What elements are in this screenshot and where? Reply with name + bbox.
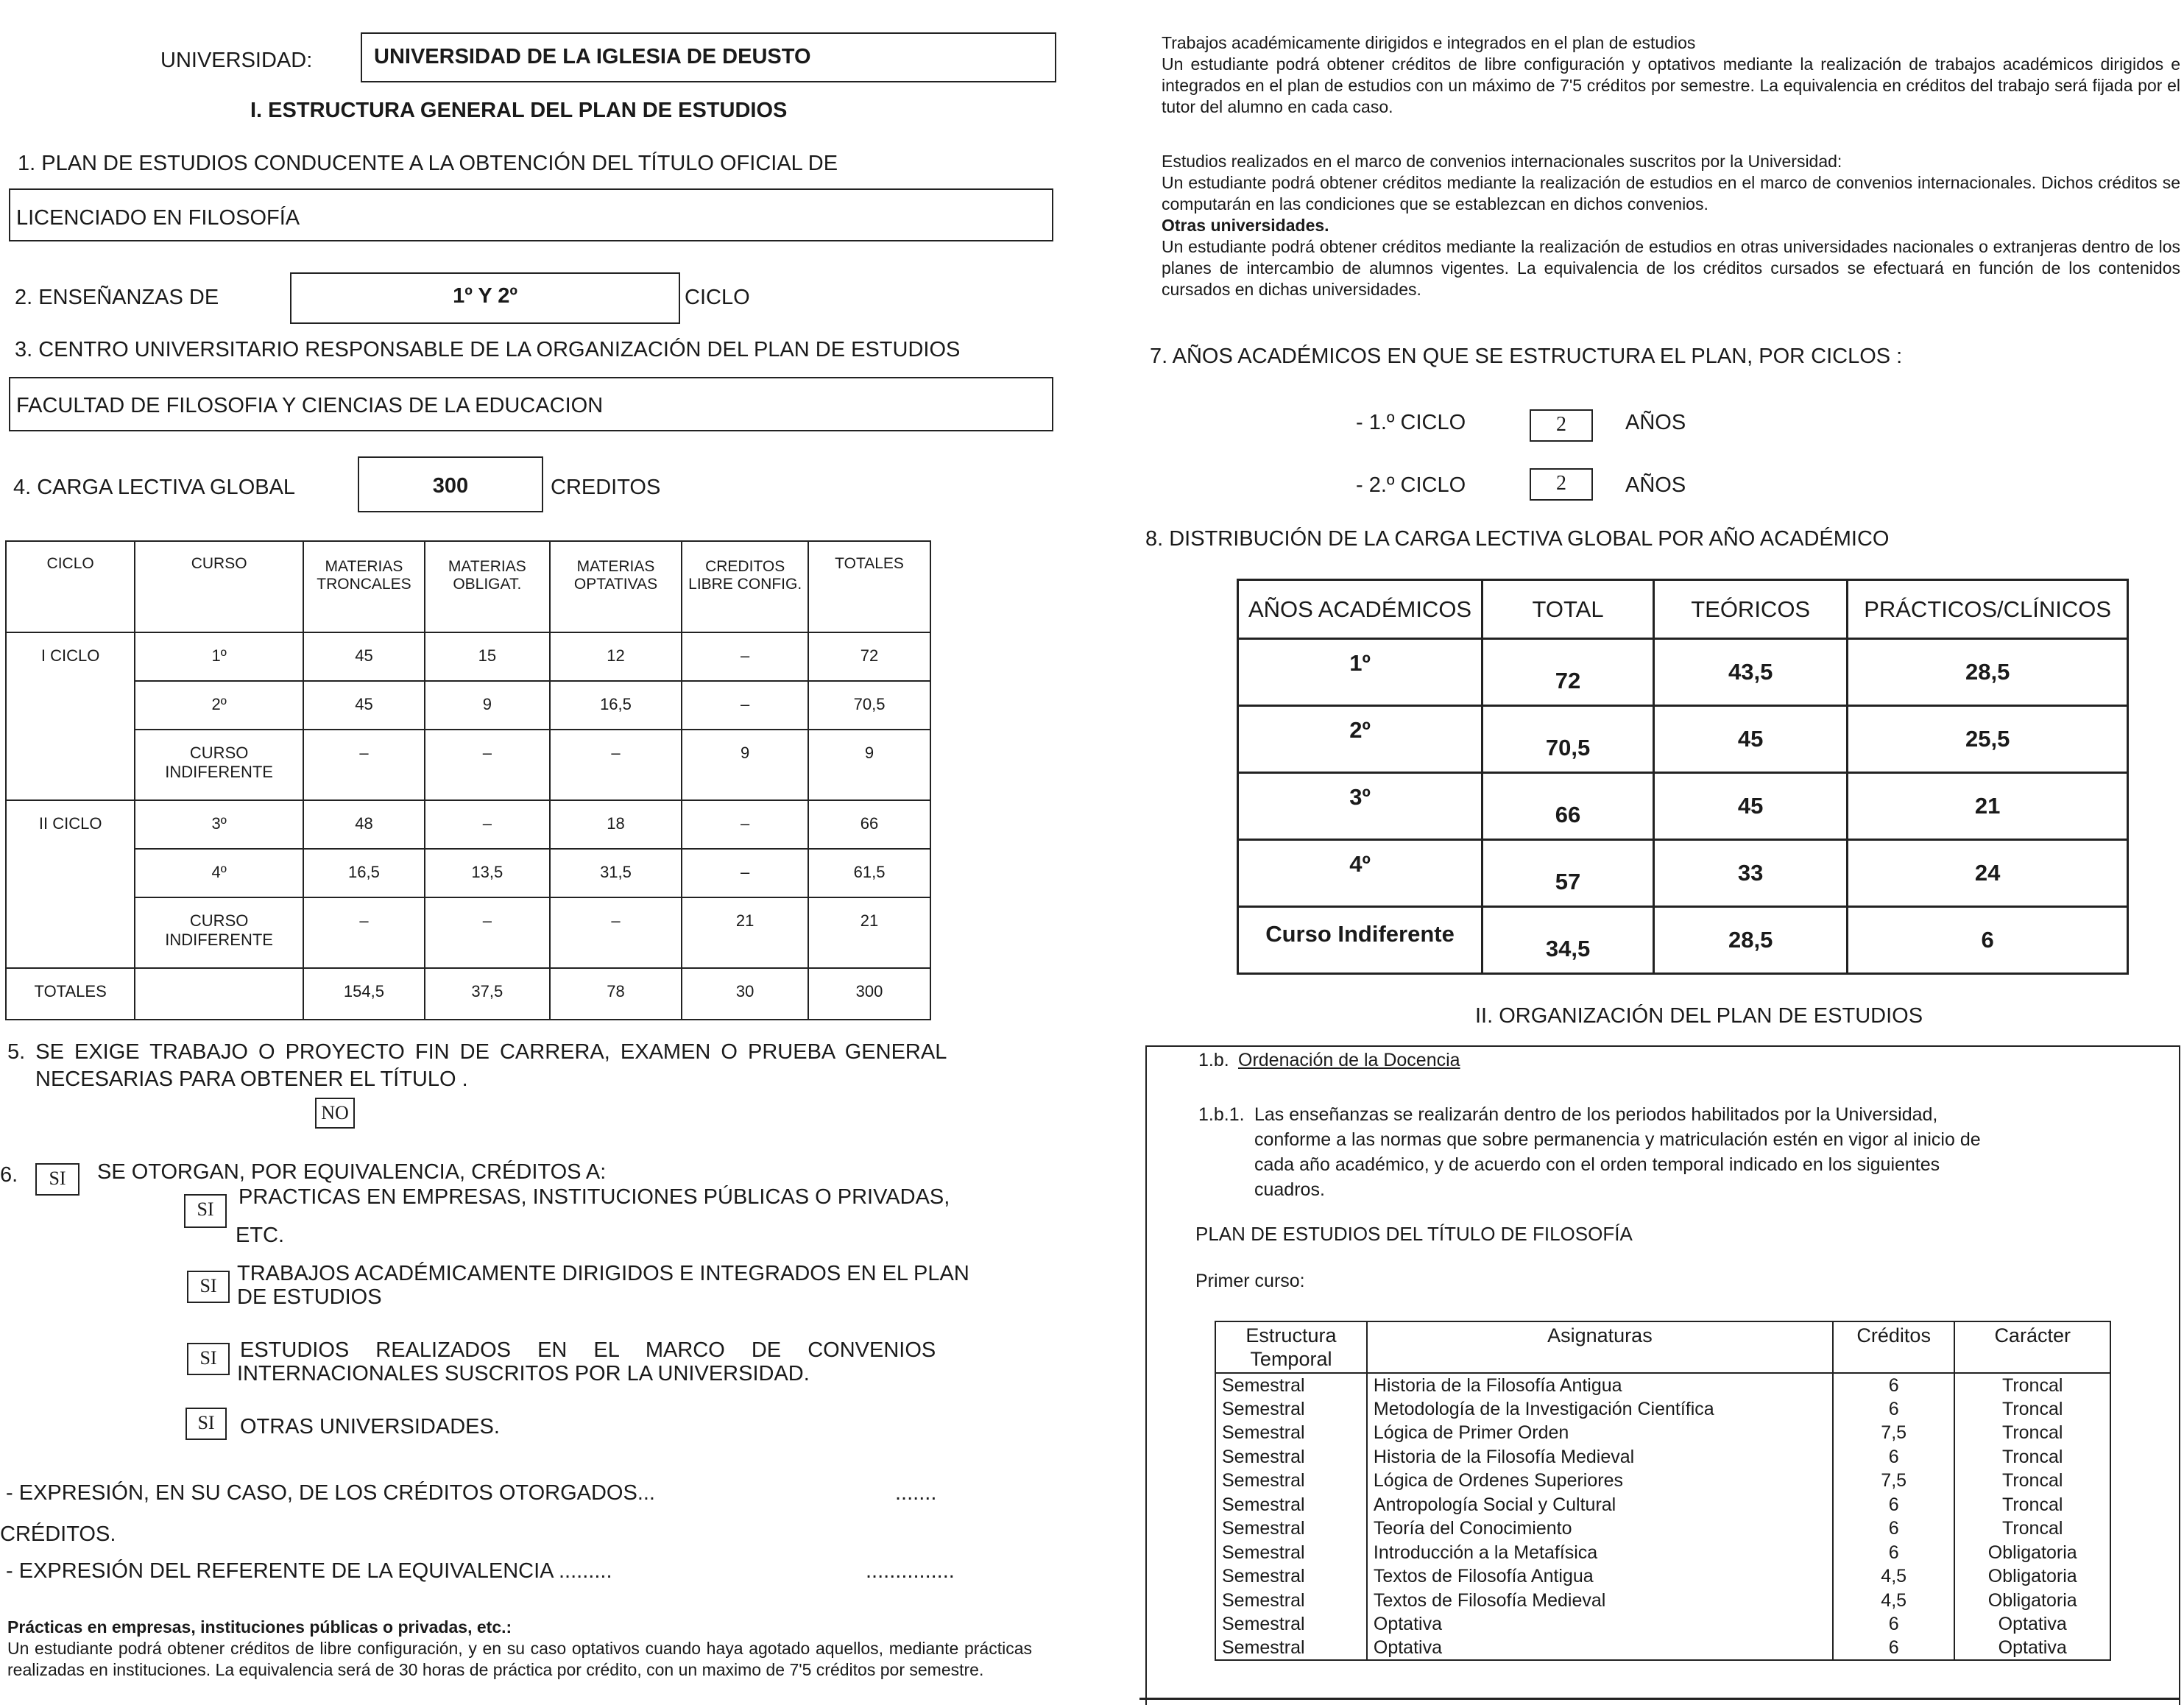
credits-row (6, 897, 930, 968)
expresion-creditos: - EXPRESIÓN, EN SU CASO, DE LOS CRÉDITOS OTORGADOS... (6, 1481, 655, 1505)
credits-cell: – (303, 897, 425, 968)
creditos-word: CRÉDITOS. (0, 1522, 116, 1546)
subjects-cell: Semestral (1215, 1564, 1367, 1589)
subjects-cell: Troncal (1954, 1445, 2110, 1469)
subjects-cell: 6 (1833, 1612, 1954, 1637)
subjects-cell: Semestral (1215, 1493, 1367, 1517)
credits-cell: 18 (550, 800, 682, 849)
subjects-row (1215, 1564, 2110, 1589)
ordenacion-title: Ordenación de la Docencia (1238, 1050, 1460, 1070)
dist-row (1238, 907, 2128, 974)
credits-cell: CURSO INDIFERENTE (135, 730, 303, 800)
credits-cell: – (425, 800, 550, 849)
subjects-cell: 7,5 (1833, 1421, 1954, 1445)
dist-cell: 1º (1238, 639, 1482, 706)
subjects-cell: Teoría del Conocimiento (1367, 1517, 1833, 1541)
subjects-cell: Semestral (1215, 1637, 1367, 1661)
practicas-label: PRACTICAS EN EMPRESAS, INSTITUCIONES PÚBLICAS O PRIVADAS, (238, 1185, 950, 1209)
credits-cell: 45 (303, 632, 425, 681)
convenios-paragraph (1162, 151, 2180, 300)
credits-row (6, 632, 930, 681)
titulo-value: LICENCIADO EN FILOSOFÍA (16, 206, 300, 230)
credits-table (5, 540, 931, 1020)
subjects-cell: Lógica de Primer Orden (1367, 1421, 1833, 1445)
ciclo1-unit: AÑOS (1625, 411, 1686, 434)
dist-cell: 4º (1238, 840, 1482, 907)
fin-carrera-box: NO (315, 1098, 355, 1129)
credits-cell: 37,5 (425, 968, 550, 1020)
subjects-cell: Semestral (1215, 1397, 1367, 1422)
item1-label: 1. PLAN DE ESTUDIOS CONDUCENTE A LA OBTENCIÓN DEL TÍTULO OFICIAL DE (18, 152, 838, 175)
dist-cell: 43,5 (1654, 639, 1848, 706)
dist-cell: 33 (1654, 840, 1848, 907)
credits-cell: 154,5 (303, 968, 425, 1020)
subjects-cell: Troncal (1954, 1421, 2110, 1445)
dist-cell: 45 (1654, 773, 1848, 840)
dist-header: TOTAL (1482, 580, 1654, 639)
credits-cell: 15 (425, 632, 550, 681)
credits-cell: 61,5 (808, 849, 930, 897)
subjects-header: Créditos (1833, 1321, 1954, 1373)
item5-label: 5. SE EXIGE TRABAJO O PROYECTO FIN DE CARRERA, EXAMEN O PRUEBA GENERAL (7, 1040, 947, 1064)
subjects-cell: Troncal (1954, 1373, 2110, 1397)
subjects-cell: Semestral (1215, 1421, 1367, 1445)
credits-header: TOTALES (808, 541, 930, 632)
subjects-header: Asignaturas (1367, 1321, 1833, 1373)
subjects-cell: 4,5 (1833, 1564, 1954, 1589)
subjects-cell: Optativa (1954, 1637, 2110, 1661)
credits-cell: 3º (135, 800, 303, 849)
practicas-paragraph (7, 1617, 1032, 1681)
subjects-cell: 7,5 (1833, 1469, 1954, 1493)
credits-cell: 45 (303, 681, 425, 730)
dist-cell: 66 (1482, 773, 1654, 840)
credits-cell: 16,5 (550, 681, 682, 730)
credits-cell: II CICLO (6, 800, 135, 968)
subjects-cell: Historia de la Filosofía Antigua (1367, 1373, 1833, 1397)
credits-cell: 13,5 (425, 849, 550, 897)
distribution-table (1237, 579, 2129, 975)
credits-cell: 4º (135, 849, 303, 897)
subjects-row (1215, 1612, 2110, 1637)
subjects-cell: Semestral (1215, 1445, 1367, 1469)
item6-num: 6. (0, 1163, 18, 1187)
credits-cell: 9 (682, 730, 808, 800)
subjects-cell: 6 (1833, 1517, 1954, 1541)
subjects-row (1215, 1493, 2110, 1517)
dist-cell: 21 (1848, 773, 2128, 840)
subjects-cell: 6 (1833, 1373, 1954, 1397)
credits-cell: 300 (808, 968, 930, 1020)
credits-header: CICLO (6, 541, 135, 632)
subjects-cell: Obligatoria (1954, 1541, 2110, 1565)
dist-cell: Curso Indiferente (1238, 907, 1482, 974)
universidad-value: UNIVERSIDAD DE LA IGLESIA DE DEUSTO (374, 45, 811, 68)
dist-cell: 28,5 (1654, 907, 1848, 974)
item6-text: SE OTORGAN, POR EQUIVALENCIA, CRÉDITOS A: (97, 1160, 607, 1184)
subjects-cell: 6 (1833, 1637, 1954, 1661)
subjects-cell: 6 (1833, 1397, 1954, 1422)
carga-value: 300 (432, 474, 469, 498)
docencia-line: conforme a las normas que sobre permanencia y matriculación estén en vigor al inicio de (1254, 1129, 1981, 1150)
subjects-row (1215, 1445, 2110, 1469)
subjects-cell: Obligatoria (1954, 1564, 2110, 1589)
convenios-body: Un estudiante podrá obtener créditos mediante la realización de estudios en el marco de convenios internacionales. Dichos créditos se computarán en las condiciones que se establezcan en dichos convenios. (1162, 173, 2180, 213)
ciclo2-label: - 2.º CICLO (1356, 473, 1466, 497)
dist-cell: 45 (1654, 706, 1848, 773)
trabajos-heading: Trabajos académicamente dirigidos e integrados en el plan de estudios (1162, 33, 1696, 52)
subjects-cell: Semestral (1215, 1517, 1367, 1541)
subjects-cell: 6 (1833, 1445, 1954, 1469)
dist-cell: 25,5 (1848, 706, 2128, 773)
centro-value: FACULTAD DE FILOSOFIA Y CIENCIAS DE LA EDUCACION (16, 394, 604, 417)
convenios-box: SI (187, 1343, 230, 1375)
credits-cell: 48 (303, 800, 425, 849)
item4-label: 4. CARGA LECTIVA GLOBAL (13, 476, 296, 499)
subjects-row (1215, 1373, 2110, 1397)
subjects-row (1215, 1589, 2110, 1613)
credits-cell: 12 (550, 632, 682, 681)
dist-cell: 57 (1482, 840, 1654, 907)
subjects-cell: 4,5 (1833, 1589, 1954, 1613)
docencia-line: Las enseñanzas se realizarán dentro de los periodos habilitados por la Universidad, (1254, 1104, 1938, 1125)
subjects-cell: Optativa (1367, 1612, 1833, 1637)
otras-body: Un estudiante podrá obtener créditos mediante la realización de estudios en otras universidades nacionales o extranjeras dentro de los planes de intercambio de alumnos vigentes. La equivalencia de los créditos cursados se efectuará en función de los contenidos cursados en dichas universidades. (1162, 237, 2180, 299)
credits-cell: – (550, 897, 682, 968)
section2-title: II. ORGANIZACIÓN DEL PLAN DE ESTUDIOS (1475, 1004, 1923, 1028)
item2-label: 2. ENSEÑANZAS DE (15, 286, 219, 309)
subjects-cell: Troncal (1954, 1397, 2110, 1422)
practicas-box: SI (184, 1194, 227, 1228)
docencia-line: cuadros. (1254, 1179, 1325, 1200)
credits-cell (135, 968, 303, 1020)
subjects-row (1215, 1517, 2110, 1541)
subjects-cell: Optativa (1954, 1612, 2110, 1637)
dist-header: AÑOS ACADÉMICOS (1238, 580, 1482, 639)
subjects-cell: Antropología Social y Cultural (1367, 1493, 1833, 1517)
credits-header: MATERIAS OPTATIVAS (550, 541, 682, 632)
trabajos-paragraph (1162, 32, 2180, 118)
dist-cell: 24 (1848, 840, 2128, 907)
subjects-table (1215, 1321, 2111, 1661)
subjects-cell: Textos de Filosofía Medieval (1367, 1589, 1833, 1613)
convenios-label-cont: INTERNACIONALES SUSCRITOS POR LA UNIVERSIDAD. (237, 1362, 810, 1385)
dist-cell: 70,5 (1482, 706, 1654, 773)
expresion-referente-dots: ............... (866, 1559, 955, 1583)
trabajos-label-cont: DE ESTUDIOS (237, 1285, 382, 1309)
credits-cell: 66 (808, 800, 930, 849)
practicas-heading: Prácticas en empresas, instituciones públicas o privadas, etc.: (7, 1617, 512, 1637)
item5-label-cont: NECESARIAS PARA OBTENER EL TÍTULO . (35, 1067, 468, 1091)
otras-box: SI (185, 1408, 227, 1440)
convenios-label: ESTUDIOS REALIZADOS EN EL MARCO DE CONVENIOS (240, 1338, 936, 1362)
subjects-cell: Textos de Filosofía Antigua (1367, 1564, 1833, 1589)
item8-label: 8. DISTRIBUCIÓN DE LA CARGA LECTIVA GLOBAL POR AÑO ACADÉMICO (1145, 527, 1890, 551)
subjects-cell: 6 (1833, 1541, 1954, 1565)
subjects-cell: 6 (1833, 1493, 1954, 1517)
subjects-cell: Troncal (1954, 1469, 2110, 1493)
subjects-header: Estructura Temporal (1215, 1321, 1367, 1373)
ensenanzas-value: 1º Y 2º (453, 284, 517, 308)
item4-suffix: CREDITOS (551, 476, 661, 499)
subjects-row (1215, 1637, 2110, 1661)
dist-cell: 3º (1238, 773, 1482, 840)
subjects-header: Carácter (1954, 1321, 2110, 1373)
equivalencia-box: SI (35, 1163, 79, 1196)
subjects-cell: Obligatoria (1954, 1589, 2110, 1613)
credits-cell: 9 (808, 730, 930, 800)
subjects-cell: Optativa (1367, 1637, 1833, 1661)
credits-cell: – (303, 730, 425, 800)
dist-cell: 6 (1848, 907, 2128, 974)
dist-row (1238, 706, 2128, 773)
credits-cell: I CICLO (6, 632, 135, 800)
credits-cell: – (550, 730, 682, 800)
credits-cell: 31,5 (550, 849, 682, 897)
subjects-cell: Metodología de la Investigación Científica (1367, 1397, 1833, 1422)
dist-header: PRÁCTICOS/CLÍNICOS (1848, 580, 2128, 639)
subjects-cell: Troncal (1954, 1493, 2110, 1517)
convenios-heading: Estudios realizados en el marco de convenios internacionales suscritos por la Universidad: (1162, 152, 1842, 171)
ciclo1-label: - 1.º CICLO (1356, 411, 1466, 434)
plan-title: PLAN DE ESTUDIOS DEL TÍTULO DE FILOSOFÍA (1195, 1223, 1633, 1245)
expresion-referente: - EXPRESIÓN DEL REFERENTE DE LA EQUIVALENCIA ......... (6, 1559, 612, 1583)
credits-row (6, 849, 930, 897)
item3-label: 3. CENTRO UNIVERSITARIO RESPONSABLE DE LA ORGANIZACIÓN DEL PLAN DE ESTUDIOS (15, 338, 961, 361)
subjects-row (1215, 1397, 2110, 1422)
expresion-creditos-dots: ....... (895, 1481, 937, 1505)
otras-label: OTRAS UNIVERSIDADES. (240, 1415, 500, 1439)
subjects-row (1215, 1541, 2110, 1565)
credits-cell: – (682, 849, 808, 897)
credits-totals-row (6, 968, 930, 1020)
subjects-cell: Semestral (1215, 1469, 1367, 1493)
subjects-cell: Semestral (1215, 1589, 1367, 1613)
dist-cell: 2º (1238, 706, 1482, 773)
credits-cell: – (682, 681, 808, 730)
subjects-cell: Historia de la Filosofía Medieval (1367, 1445, 1833, 1469)
primer-curso-label: Primer curso: (1195, 1271, 1305, 1291)
practicas-label-cont: ETC. (236, 1224, 285, 1247)
subjects-row (1215, 1421, 2110, 1445)
dist-header: TEÓRICOS (1654, 580, 1848, 639)
subjects-cell: Semestral (1215, 1373, 1367, 1397)
otras-heading: Otras universidades. (1162, 216, 1329, 235)
credits-cell: 78 (550, 968, 682, 1020)
ciclo2-unit: AÑOS (1625, 473, 1686, 497)
ciclo1-box: 2 (1530, 409, 1593, 442)
credits-cell: 72 (808, 632, 930, 681)
trabajos-body: Un estudiante podrá obtener créditos de libre configuración y optativos mediante la realización de trabajos académicos dirigidos e integrados en el plan de estudios con un máximo de 7'5 créditos por semestre. La equivalencia en créditos del trabajo será fijada por el tutor del alumno en cada caso. (1162, 54, 2180, 116)
subjects-row (1215, 1469, 2110, 1493)
credits-cell: 30 (682, 968, 808, 1020)
trabajos-box: SI (187, 1271, 230, 1303)
item7-label: 7. AÑOS ACADÉMICOS EN QUE SE ESTRUCTURA EL PLAN, POR CICLOS : (1150, 345, 1903, 368)
practicas-body: Un estudiante podrá obtener créditos de libre configuración, y en su caso optativos cuando haya agotado aquellos, mediante prácticas realizadas en instituciones. La equivalencia será de 30 horas de práctica por crédito, con un maximo de 7'5 créditos por semestre. (7, 1639, 1032, 1679)
dist-row (1238, 840, 2128, 907)
credits-cell: – (425, 730, 550, 800)
credits-cell: 1º (135, 632, 303, 681)
credits-header: CREDITOS LIBRE CONFIG. (682, 541, 808, 632)
subjects-cell: Troncal (1954, 1517, 2110, 1541)
credits-cell: 16,5 (303, 849, 425, 897)
credits-cell: 2º (135, 681, 303, 730)
credits-row (6, 730, 930, 800)
credits-cell: 70,5 (808, 681, 930, 730)
credits-cell: TOTALES (6, 968, 135, 1020)
credits-header: CURSO (135, 541, 303, 632)
trabajos-label: TRABAJOS ACADÉMICAMENTE DIRIGIDOS E INTEGRADOS EN EL PLAN (237, 1262, 969, 1285)
subjects-cell: Introducción a la Metafísica (1367, 1541, 1833, 1565)
dist-cell: 72 (1482, 639, 1654, 706)
credits-cell: 21 (808, 897, 930, 968)
subjects-cell: Lógica de Ordenes Superiores (1367, 1469, 1833, 1493)
credits-cell: – (425, 897, 550, 968)
page-bottom-rule (1139, 1698, 2180, 1700)
credits-cell: 21 (682, 897, 808, 968)
docencia-line: cada año académico, y de acuerdo con el orden temporal indicado en los siguientes (1254, 1154, 1940, 1175)
credits-header: MATERIAS OBLIGAT. (425, 541, 550, 632)
credits-cell: 9 (425, 681, 550, 730)
dist-cell: 28,5 (1848, 639, 2128, 706)
ciclo2-box: 2 (1530, 468, 1593, 501)
credits-row (6, 800, 930, 849)
credits-cell: – (682, 800, 808, 849)
docencia-num: 1.b.1. (1198, 1104, 1245, 1125)
section1-title: I. ESTRUCTURA GENERAL DEL PLAN DE ESTUDIOS (250, 99, 788, 122)
credits-header: MATERIAS TRONCALES (303, 541, 425, 632)
dist-row (1238, 773, 2128, 840)
subjects-cell: Semestral (1215, 1541, 1367, 1565)
universidad-label: UNIVERSIDAD: (160, 49, 313, 72)
dist-cell: 34,5 (1482, 907, 1654, 974)
credits-cell: – (682, 632, 808, 681)
dist-row (1238, 639, 2128, 706)
credits-row (6, 681, 930, 730)
credits-cell: CURSO INDIFERENTE (135, 897, 303, 968)
subjects-cell: Semestral (1215, 1612, 1367, 1637)
item2-suffix: CICLO (685, 286, 750, 309)
ordenacion-num: 1.b. (1198, 1050, 1229, 1070)
